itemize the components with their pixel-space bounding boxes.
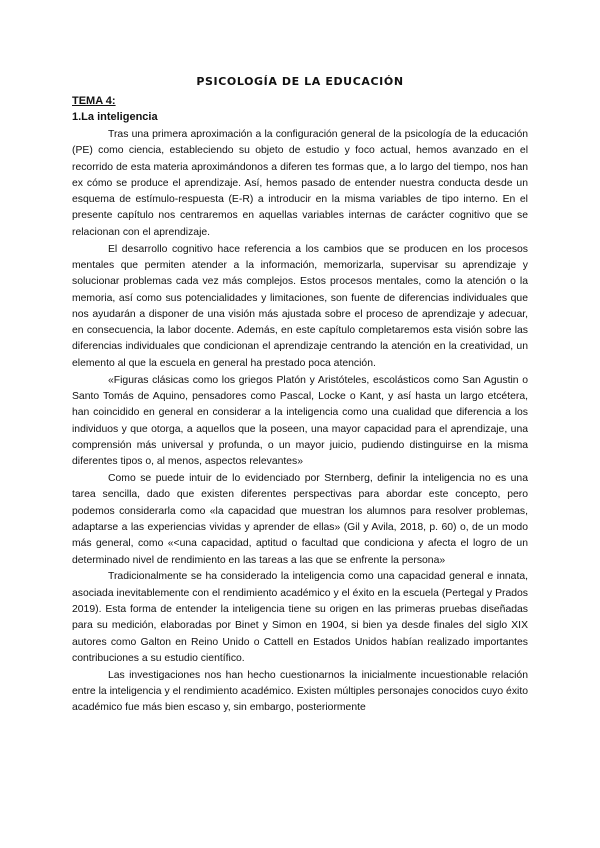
- paragraph-definition: Como se puede intuir de lo evidenciado por Sternberg, definir la inteligencia no es una tarea sencilla, dado que existen diferentes perspectivas para abordar este concepto, pero podemos considerarla como «la capacidad que muestran los alumnos para resolver problemas, adaptarse a las experiencias vividas y aprender de ellas» (Gil y Avila, 2018, p. 60) o, de un modo más general, como «<una capacidad, aptitud o facultad que condiciona y afecta el logro de un determinado nivel de rendimiento en las tareas a las que se enfrente la persona»: [72, 473, 528, 566]
- paragraph-traditional-view: Tradicionalmente se ha considerado la inteligencia como una capacidad general e innata, asociada inevitablemente con el rendimiento académico y el éxito en la escuela (Pertegal y Prados 2019). Esta forma de entender la inteligencia tiene su origen en las primeras pruebas diseñadas para su medición, elaboradas por Binet y Simon en 1904, si bien ya desde finales del siglo XIX autores como Galton en Reino Unido o Cattell en Estados Unidos habían realizado importantes contribuciones a su estudio científico.: [72, 571, 528, 664]
- paragraph-cognitive-development: El desarrollo cognitivo hace referencia a los cambios que se producen en los procesos mentales que permiten atender a la información, memorizarla, supervisar su aprendizaje y solucionar problemas cada vez más complejos. Estos procesos mentales, como la atención o la memoria, así como sus potencialidades y limitaciones, son fuente de diferencias individuales que nos ayudarán a disponer de una visión más ajustada sobre el proceso de aprendizaje y adecuar, en consecuencia, la labor docente. Además, en este capítulo completaremos esta visión sobre las diferencias individuales que condicionan el aprendizaje centrando la atención en la creatividad, un elemento al que la escuela en general ha prestado poca atención.: [72, 243, 528, 369]
- topic-label: TEMA 4:: [72, 95, 116, 107]
- paragraph-research: Las investigaciones nos han hecho cuestionarnos la inicialmente incuestionable relación entre la inteligencia y el rendimiento académico. Existen múltiples personajes conocidos cuyo éxito académico fue más bien escaso y, sin embargo, posteriormente: [72, 669, 528, 714]
- paragraph-quote-classic-figures: «Figuras clásicas como los griegos Platón y Aristóteles, escolásticos como San Agustin o Santo Tomás de Aquino, pensadores como Pascal, Locke o Kant, y así hasta un largo etcétera, han coincidido en general en considerar a la inteligencia como una cualidad que diferencia a los individuos y que otorga, a aquellos que la poseen, una mayor capacidad para el aprendizaje, una comprensión más universal y profunda, o un mayor juicio, pudiendo distinguirse en la misma diferentes tipos o, al menos, aspectos relevantes»: [72, 374, 528, 468]
- section-heading: 1.La inteligencia: [72, 111, 158, 123]
- paragraph-intro: Tras una primera aproximación a la configuración general de la psicología de la educación (PE) como ciencia, estableciendo su objeto de estudio y foco actual, hemos avanzado en el recorrido de esta materia aproximándonos a diferen tes formas que, a lo largo del tiempo, nos han ex cómo se produce el aprendizaje. Así, hemos pasado de entender nuestra conducta desde un esquema de estímulo-respuesta (E-R) a introducir en la misma variables de tipo interno. En el presente capítulo nos centraremos en aquellas variables internas de carácter cognitivo que se relacionan con el aprendizaje.: [72, 129, 528, 238]
- document-body: [72, 127, 528, 717]
- page-title: PSICOLOGÍA DE LA EDUCACIÓN: [196, 75, 404, 88]
